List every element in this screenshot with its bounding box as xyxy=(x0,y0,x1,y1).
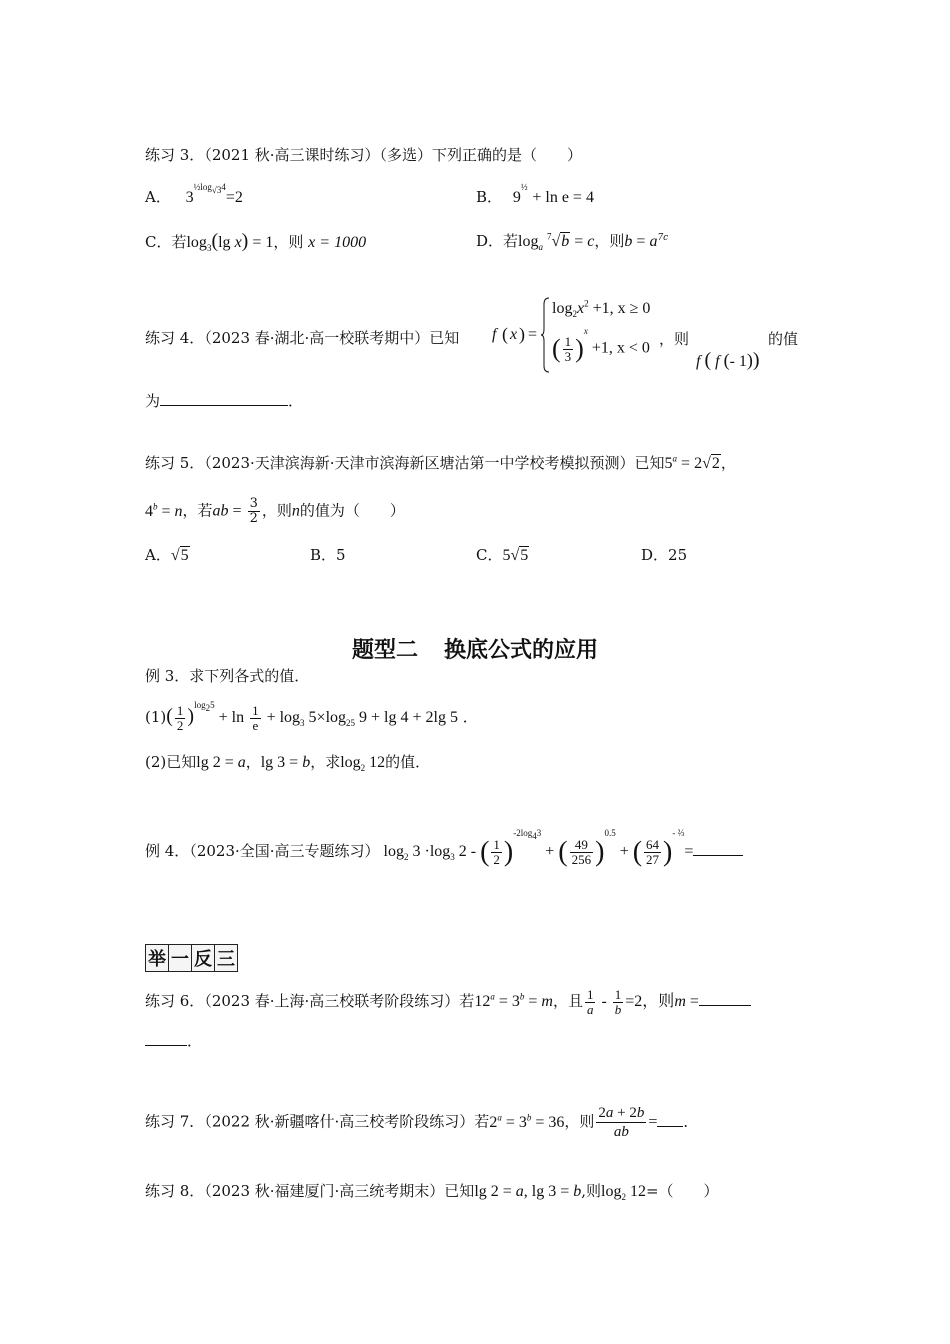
answer-blank-continued[interactable] xyxy=(145,1031,187,1046)
exercise-5-option-d: D．25 xyxy=(641,546,688,564)
exercise-5-stem-2: $4^b = n$，若ab = $\frac{3}{2}$ ，则n的值为（ ） xyxy=(145,496,405,526)
document-page: 练习 3．（2021 秋·高三课时练习）（多选）下列正确的是（ ） A． $3^{\frac{1}{2}log_{√3}4}=2$ B． $9^{\frac{1}{2}} + \ln e = 4$ C．若$\log_3(\lg$ x) = 1，则 x = 1000 D．若$\log_a ^7√b = c$，则$b = a^{7c}$ 练习 4．（2023 春·湖北·高一校联考期中）已知 f ( x ) = $\log_2x^2 +1$, x ≥ 0 ( $\frac{1}{3}$ )$^x$ +1, x < 0 ，则 f ( f (- 1)) 的值 为 ． 练习 5．（2023·天津滨海新·天津市滨海新区塘沽第一中学校考模拟预测）已知$5^a = 2√2$， $4^b = n$，若ab = $\frac{3}{2}$ ，则n的值为（ ） A．√5 B．5 C．5√5 D．25 题型二 换底公式的应用 例 3．求下列各式的值． (1)( $\frac{1}{2}$ )$^{log_25}$ + ln $\frac{1}{e}$ + $\log_3 5\times\log_{25}$ 9 + lg 4 + 2lg 5 ． (2)已知lg 2 = a，lg 3 = b，求$\log_2 12$的值． 例 4．（2023·全国·高三专题练习） $\log_2 3 \cdot\log_3$ 2 - ( $\frac{1}{2}$ )$^{-2log_43}$ + ( $\frac{49}{256}$ )$^{0.5}$ + ( $\frac{64}{27}$ )$^{- \frac{2}{3}}$= 举 一 反 三 练习 6．（2023 春·上海·高三校联考阶段练习）若$12^a = 3^b = m$，且 $\frac{1}{a}$ - $\frac{1}{b}$ =2，则m = ． 练习 7．（2022 秋·新疆喀什·高三校考阶段练习）若$2^a = 3^b = 36$，则 $\frac{2a + 2b}{ab}$ = ． 练习 8．（2023 秋·福建厦门·高三统考期末）已知lg 2 = a, lg 3 = b,则$\log_2 12=$（ ） xyxy=(0,0,950,1344)
example-4-stem: 例 4．（2023·全国·高三专题练习） $\log_2 3 \cdot\log_3$ 2 - ( $\frac{1}{2}$ )$^{-2log_43}$ + ( $\frac{49}{256}$ )$^{0.5}$ + ( $\frac{64}{27}$ )$^{- \frac{2}{3}}$= xyxy=(145,838,743,867)
exercise-3-option-c: C．若$\log_3(\lg$ x) = 1，则 x = 1000 xyxy=(145,230,367,254)
exercise-7-stem: 练习 7．（2022 秋·新疆喀什·高三校考阶段练习）若$2^a = 3^b = 36$，则 $\frac{2a + 2b}{ab}$ = ． xyxy=(145,1105,699,1140)
exercise-5-option-c: C．5√5 xyxy=(476,546,529,564)
left-brace xyxy=(540,296,550,374)
example-3-part-1: (1)( $\frac{1}{2}$ )$^{log_25}$ + ln $\frac{1}{e}$ + $\log_3 5\times\log_{25}$ 9 + lg 4 + 2lg 5 ． xyxy=(145,699,478,733)
exercise-source: （2021 秋·高三课时练习） xyxy=(204,146,380,164)
exercise-4-then: ，则 xyxy=(659,330,690,348)
exercise-text: 下列正确的是（ ） xyxy=(432,146,583,164)
exercise-6-stem: 练习 6．（2023 春·上海·高三校联考阶段练习）若$12^a = 3^b = m$，且 $\frac{1}{a}$ - $\frac{1}{b}$ =2，则m = xyxy=(145,988,751,1017)
answer-blank[interactable] xyxy=(657,1112,683,1127)
example-3-part-2: (2)已知lg 2 = a，lg 3 = b，求$\log_2 12$的值． xyxy=(145,753,431,774)
exercise-5-stem: 练习 5．（2023·天津滨海新·天津市滨海新区塘沽第一中学校考模拟预测）已知$5^a = 2√2$， xyxy=(145,453,736,472)
exercise-3-option-d: D．若$\log_a ^7√b = c$，则$b = a^{7c}$ xyxy=(476,231,669,253)
answer-blank[interactable] xyxy=(160,391,288,406)
example-3-stem: 例 3．求下列各式的值． xyxy=(145,667,310,685)
exercise-5-option-a: A．√5 xyxy=(145,546,189,564)
exercise-4-stem: 练习 4．（2023 春·湖北·高一校联考期中）已知 xyxy=(145,329,460,347)
practice-tag: 举 一 反 三 xyxy=(145,944,237,972)
section-title: 题型二 换底公式的应用 xyxy=(351,638,599,663)
exercise-6-answer-line: ． xyxy=(145,1031,202,1051)
exercise-type: （多选） xyxy=(379,146,433,164)
exercise-8-stem: 练习 8．（2023 秋·福建厦门·高三统考期末）已知lg 2 = a, lg 3 = b,则$\log_2 12=$（ ） xyxy=(145,1182,719,1203)
f-f-minus-1: f ( f (- 1)) xyxy=(696,349,760,371)
exercise-5-option-b: B．5 xyxy=(310,546,346,564)
exercise-4-answer-line: 为 ． xyxy=(145,392,304,410)
exercise-3-option-a: A． $3^{\frac{1}{2}log_{√3}4}=2$ xyxy=(145,181,243,206)
answer-blank[interactable] xyxy=(693,841,743,856)
exercise-3-option-b: B． $9^{\frac{1}{2}} + \ln e = 4$ xyxy=(476,181,594,206)
exercise-4-value: 的值 xyxy=(768,330,799,348)
answer-blank[interactable] xyxy=(699,991,751,1006)
exercise-label: 练习 3． xyxy=(145,146,205,164)
exercise-3-stem xyxy=(145,145,582,165)
